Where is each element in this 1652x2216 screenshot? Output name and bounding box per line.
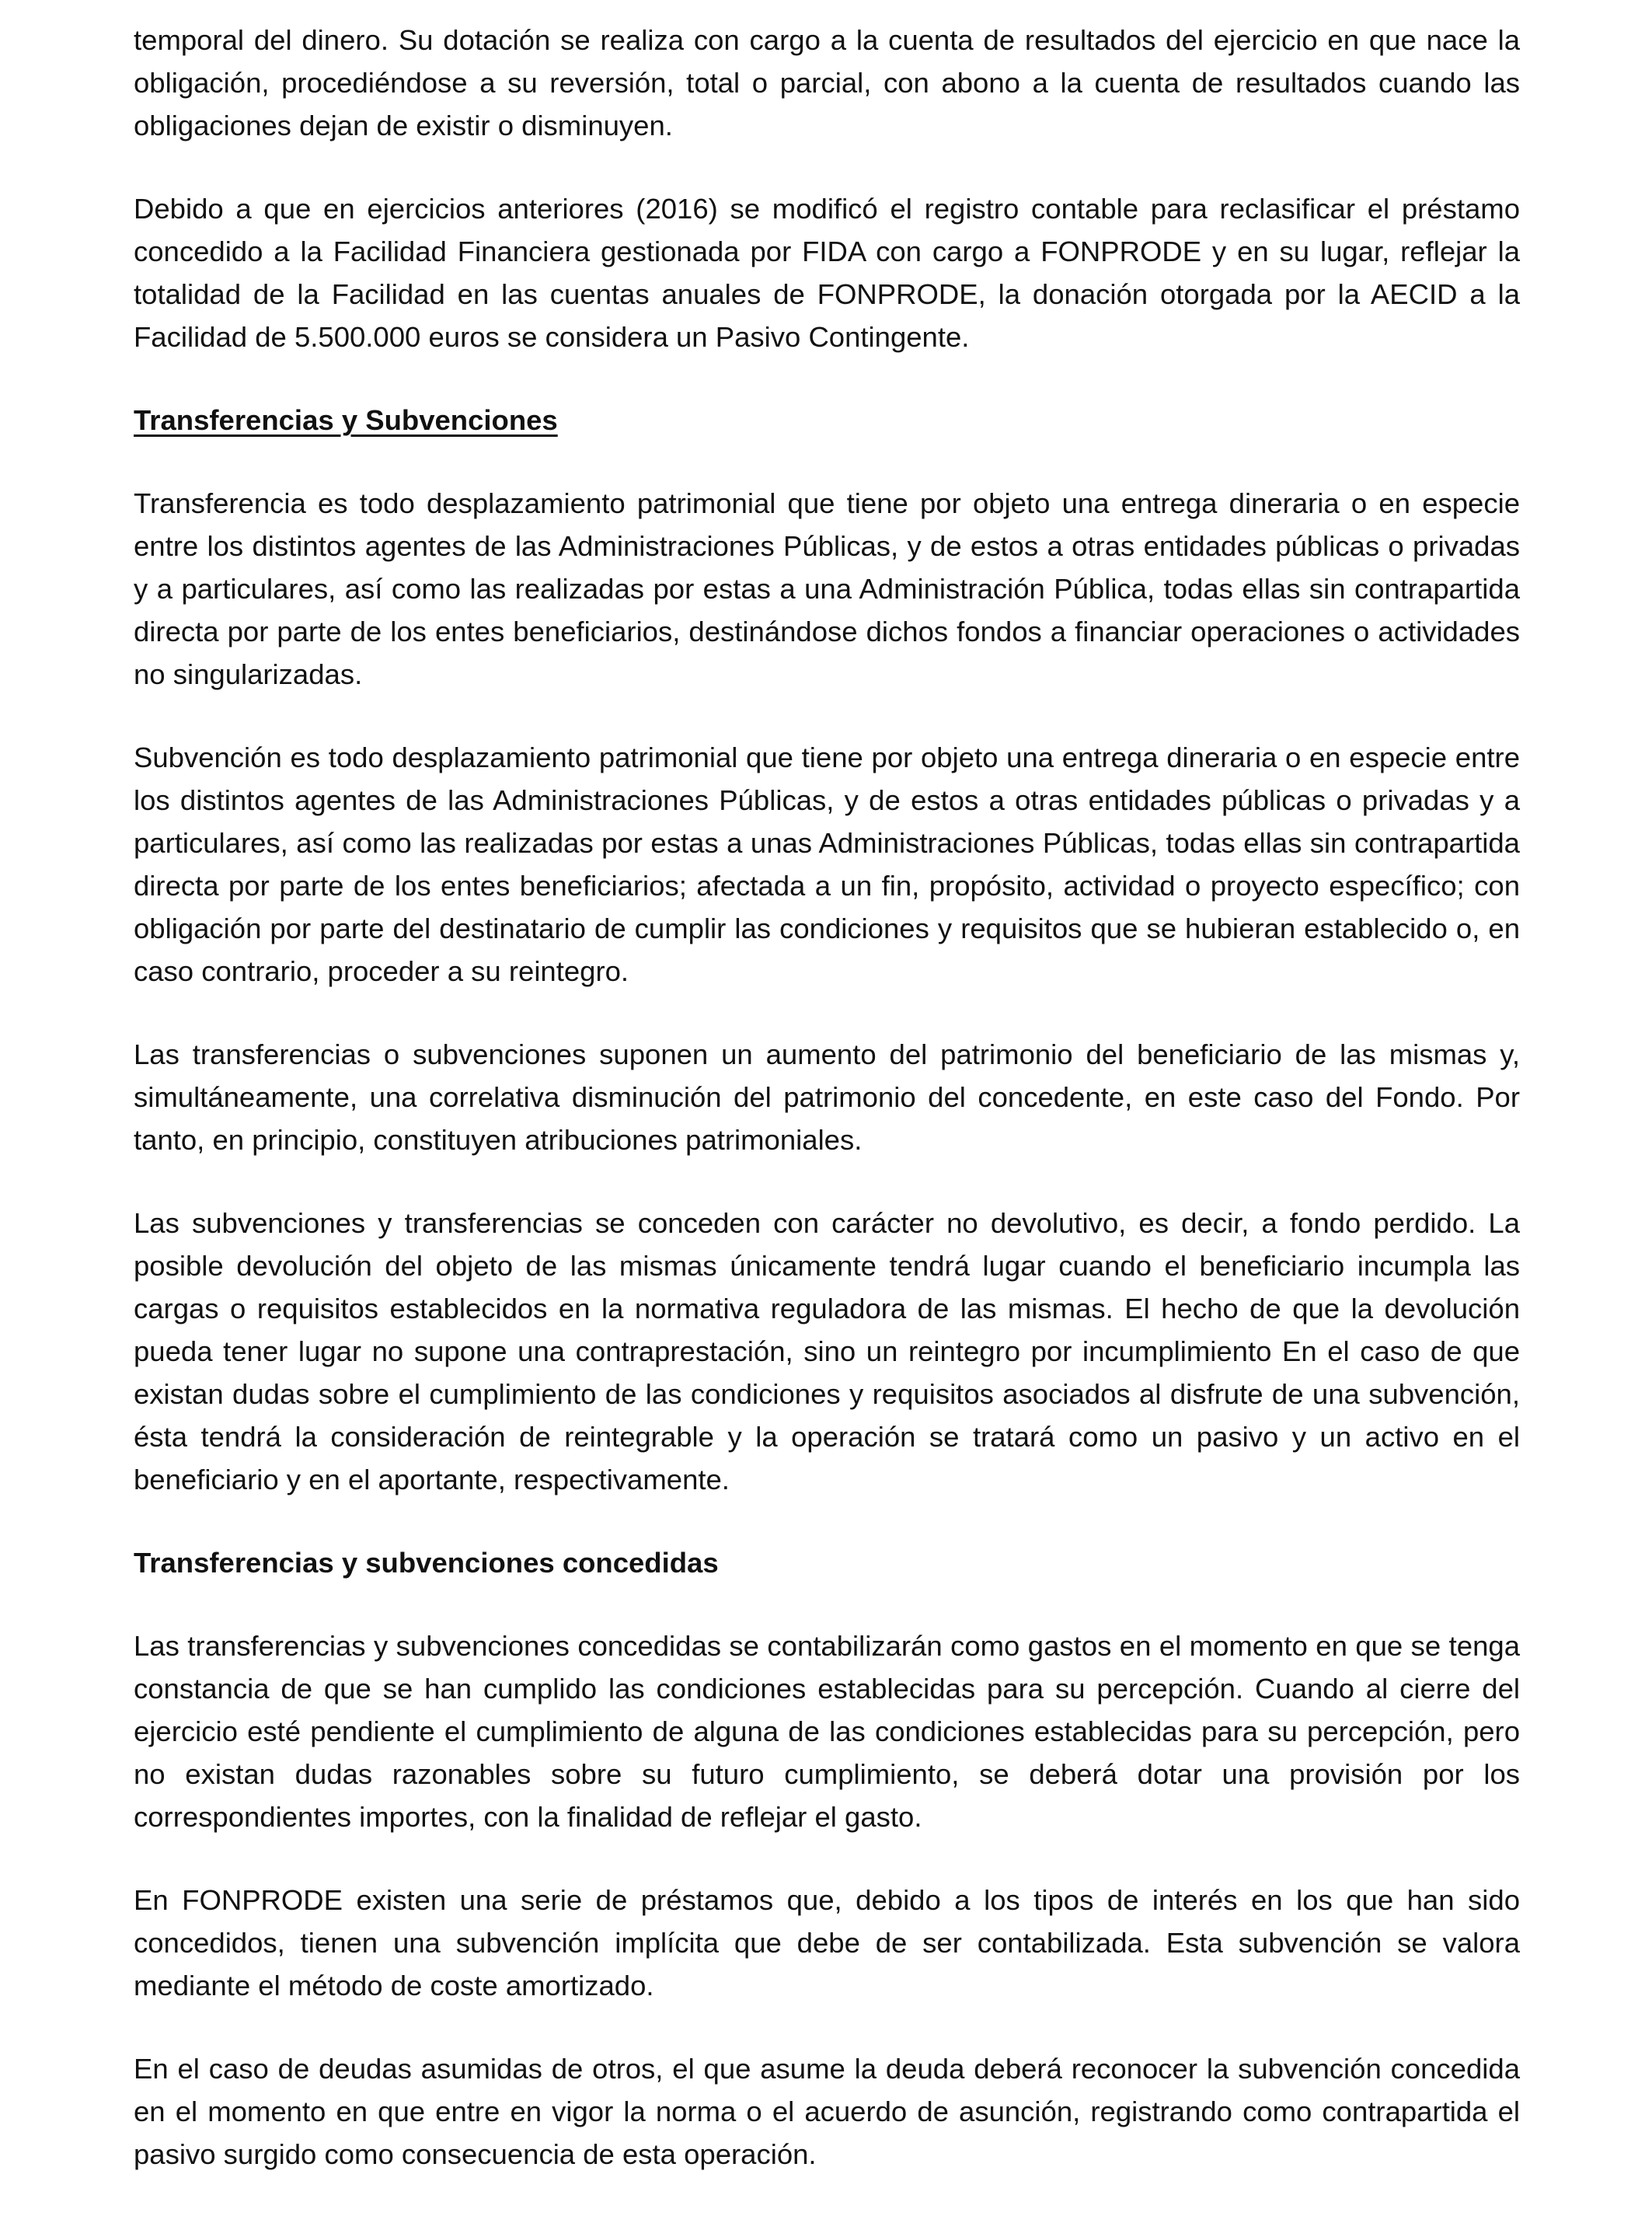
section-heading-subvenciones-concedidas: Transferencias y subvenciones concedidas <box>134 1547 719 1579</box>
paragraph-definicion-transferencia: Transferencia es todo desplazamiento patrimonial que tiene por objeto una entrega dineraria o en especie entre los distintos agentes de las Administraciones Públicas, y de estos a otras entidades públicas o privadas y a particulares, así como las realizadas por estas a una Administración Pública, todas ellas sin contrapartida directa por parte de los entes beneficiarios, destinándose dichos fondos a financiar operaciones o actividades no singularizadas. <box>134 487 1520 690</box>
paragraph-contabilizacion-gastos: Las transferencias y subvenciones concedidas se contabilizarán como gastos en el momento en que se tenga constancia de que se han cumplido las condiciones establecidas para su percepción. Cuando al cierre del ejercicio esté pendiente el cumplimiento de alguna de las condiciones establecidas para su percepción, pero no existan dudas razonables sobre su futuro cumplimiento, se deberá dotar una provisión por los correspondientes importes, con la finalidad de reflejar el gasto. <box>134 1630 1520 1833</box>
paragraph-aumento-patrimonio: Las transferencias o subvenciones suponen un aumento del patrimonio del beneficiario de las mismas y, simultáneamente, una correlativa disminución del patrimonio del concedente, en este caso del Fondo. Por tanto, en principio, constituyen atribuciones patrimoniales. <box>134 1038 1520 1156</box>
paragraph-caracter-no-devolutivo: Las subvenciones y transferencias se conceden con carácter no devolutivo, es decir, a fondo perdido. La posible devolución del objeto de las mismas únicamente tendrá lugar cuando el beneficiario incumpla las cargas o requisitos establecidos en la normativa reguladora de las mismas. El hecho de que la devolución pueda tener lugar no supone una contraprestación, sino un reintegro por incumplimiento En el caso de que existan dudas sobre el cumplimiento de las condiciones y requisitos asociados al disfrute de una subvención, ésta tendrá la consideración de reintegrable y la operación se tratará como un pasivo y un activo en el beneficiario y en el aportante, respectivamente. <box>134 1207 1520 1495</box>
paragraph-deudas-asumidas: En el caso de deudas asumidas de otros, el que asume la deuda deberá reconocer la subvención concedida en el momento en que entre en vigor la norma o el acuerdo de asunción, registrando como contrapartida el pasivo surgido como consecuencia de esta operación. <box>134 2053 1520 2170</box>
paragraph-provision-dotacion: temporal del dinero. Su dotación se realiza con cargo a la cuenta de resultados del ejercicio en que nace la obligación, procediéndose a su reversión, total o parcial, con abono a la cuenta de resultados cuando las obligaciones dejan de existir o disminuyen. <box>134 24 1520 141</box>
paragraph-definicion-subvencion: Subvención es todo desplazamiento patrimonial que tiene por objeto una entrega dineraria o en especie entre los distintos agentes de las Administraciones Públicas, y de estos a otras entidades públicas o privadas y a particulares, así como las realizadas por estas a unas Administraciones Públicas, todas ellas sin contrapartida directa por parte de los entes beneficiarios; afectada a un fin, propósito, actividad o proyecto específico; con obligación por parte del destinatario de cumplir las condiciones y requisitos que se hubieran establecido o, en caso contrario, proceder a su reintegro. <box>134 742 1520 987</box>
paragraph-pasivo-contingente: Debido a que en ejercicios anteriores (2016) se modificó el registro contable para reclasificar el préstamo concedido a la Facilidad Financiera gestionada por FIDA con cargo a FONPRODE y en su lugar, reflejar la totalidad de la Facilidad en las cuentas anuales de FONPRODE, la donación otorgada por la AECID a la Facilidad de 5.500.000 euros se considera un Pasivo Contingente. <box>134 193 1520 353</box>
paragraph-subvencion-implicita: En FONPRODE existen una serie de préstamos que, debido a los tipos de interés en los que han sido concedidos, tienen una subvención implícita que debe de ser contabilizada. Esta subvención se valora mediante el método de coste amortizado. <box>134 1884 1520 2001</box>
section-heading-transferencias-subvenciones: Transferencias y Subvenciones <box>134 404 558 436</box>
document-page <box>134 19 1520 2216</box>
